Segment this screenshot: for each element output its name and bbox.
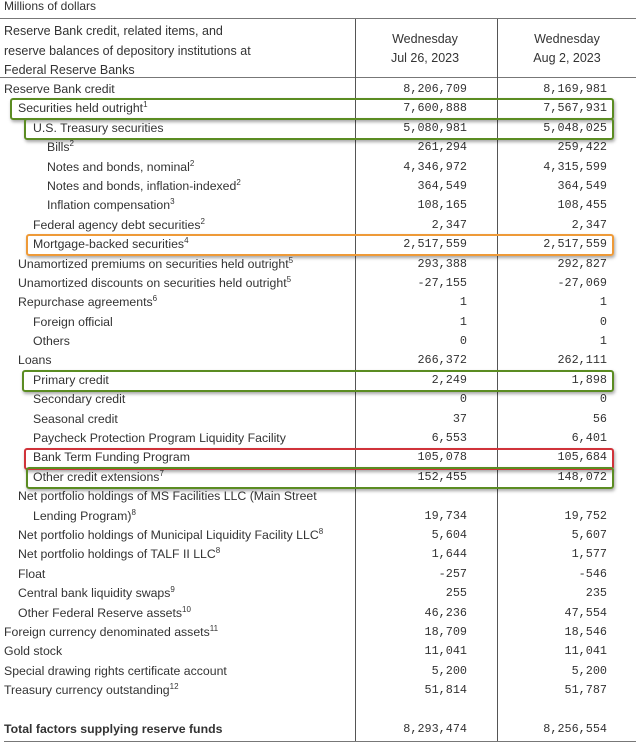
row-label bbox=[33, 235, 189, 254]
footnote-ref: 8 bbox=[215, 546, 221, 556]
row-label bbox=[18, 526, 323, 545]
row-label-text: Secondary credit bbox=[33, 392, 126, 407]
value-jul-26: 5,080,981 bbox=[403, 120, 467, 135]
row-label-text: Unamortized discounts on securities held outright bbox=[18, 275, 287, 290]
row-label-text: Float bbox=[18, 566, 46, 581]
row-label-text: Inflation compensation bbox=[47, 198, 171, 213]
row-label bbox=[18, 274, 291, 293]
row-label bbox=[33, 119, 164, 138]
table-row bbox=[0, 429, 640, 448]
row-label-text: Bills bbox=[47, 140, 70, 155]
row-label bbox=[18, 487, 317, 506]
row-label bbox=[18, 604, 191, 623]
value-aug-2: 259,422 bbox=[557, 140, 607, 155]
value-jul-26: 2,249 bbox=[431, 372, 467, 387]
value-aug-2: 1 bbox=[599, 334, 607, 349]
units-label: Millions of dollars bbox=[4, 0, 97, 13]
row-label bbox=[47, 158, 194, 177]
footnote-ref: 2 bbox=[200, 216, 205, 226]
column-header-day: Wednesday bbox=[534, 32, 600, 46]
value-aug-2: 7,567,931 bbox=[543, 101, 607, 116]
table-row bbox=[0, 177, 640, 196]
value-aug-2: 1 bbox=[599, 295, 607, 310]
table-row bbox=[0, 255, 640, 274]
row-label-text: Net portfolio holdings of Municipal Liquidity Facility LLC bbox=[18, 527, 319, 542]
table-row bbox=[0, 545, 640, 564]
value-jul-26: 266,372 bbox=[417, 353, 467, 368]
value-jul-26: 2,347 bbox=[431, 217, 467, 232]
value-jul-26: 11,041 bbox=[424, 644, 467, 659]
row-label-text: Net portfolio holdings of TALF II LLC bbox=[18, 547, 216, 562]
row-label bbox=[33, 313, 113, 332]
value-jul-26: 1 bbox=[459, 295, 467, 310]
row-label bbox=[18, 545, 220, 564]
row-label-text: Other credit extensions bbox=[33, 469, 160, 484]
row-label bbox=[33, 507, 136, 526]
value-aug-2: 2,517,559 bbox=[543, 237, 607, 252]
value-jul-26: 293,388 bbox=[417, 256, 467, 271]
value-jul-26: 0 bbox=[459, 334, 467, 349]
row-label-text: Gold stock bbox=[4, 644, 63, 659]
row-label-text: Repurchase agreements bbox=[18, 295, 153, 310]
row-label-text: Foreign official bbox=[33, 314, 113, 329]
value-aug-2: 47,554 bbox=[564, 605, 607, 620]
row-label bbox=[4, 623, 218, 642]
value-aug-2: 19,752 bbox=[564, 508, 607, 523]
table-row bbox=[0, 351, 640, 370]
table-row bbox=[0, 701, 640, 720]
table-body bbox=[0, 80, 640, 739]
value-aug-2: 5,607 bbox=[571, 527, 607, 542]
table-row bbox=[0, 235, 640, 254]
table-row bbox=[0, 80, 640, 99]
value-jul-26: 6,553 bbox=[431, 431, 467, 446]
row-label bbox=[33, 448, 190, 467]
table-row bbox=[0, 487, 640, 506]
header-label bbox=[4, 22, 344, 81]
row-label-text: Loans bbox=[18, 353, 52, 368]
row-label-text: U.S. Treasury securities bbox=[33, 120, 164, 135]
row-label-text: Securities held outright bbox=[18, 101, 144, 116]
table-row bbox=[0, 448, 640, 467]
value-aug-2: 2,347 bbox=[571, 217, 607, 232]
row-label bbox=[47, 138, 74, 157]
footnote-ref: 1 bbox=[143, 100, 148, 110]
row-label-text: Mortgage-backed securities bbox=[33, 237, 185, 252]
value-aug-2: 292,827 bbox=[557, 256, 607, 271]
footnote-ref: 3 bbox=[170, 197, 175, 207]
row-label bbox=[18, 565, 45, 584]
row-label bbox=[18, 255, 293, 274]
row-label bbox=[33, 410, 118, 429]
table-row bbox=[0, 390, 640, 409]
column-header-jul-26 bbox=[355, 30, 495, 68]
footnote-ref: 5 bbox=[288, 255, 294, 265]
value-jul-26: 8,293,474 bbox=[403, 721, 467, 736]
table-row bbox=[0, 216, 640, 235]
value-jul-26: -27,155 bbox=[417, 275, 467, 290]
table-row bbox=[0, 565, 640, 584]
footnote-ref: 7 bbox=[159, 468, 164, 478]
value-jul-26: 7,600,888 bbox=[403, 101, 467, 116]
row-label-text: Reserve Bank credit bbox=[4, 82, 115, 96]
value-aug-2: 235 bbox=[585, 586, 607, 601]
row-label bbox=[18, 351, 52, 370]
header-label-line: reserve balances of depository institutions at bbox=[4, 43, 251, 58]
table-row bbox=[0, 410, 640, 429]
value-aug-2: 8,169,981 bbox=[543, 82, 607, 96]
column-header-date: Aug 2, 2023 bbox=[533, 51, 601, 65]
row-label-text: Other Federal Reserve assets bbox=[18, 605, 183, 620]
value-aug-2: 6,401 bbox=[571, 431, 607, 446]
table-row bbox=[0, 468, 640, 487]
row-label bbox=[4, 80, 115, 99]
table-row bbox=[0, 99, 640, 118]
footnote-ref: 10 bbox=[182, 604, 191, 614]
table-row bbox=[0, 507, 640, 526]
table-row bbox=[0, 662, 640, 681]
value-jul-26: 5,604 bbox=[431, 527, 467, 542]
row-label bbox=[33, 468, 164, 487]
header-label-line: Reserve Bank credit, related items, and bbox=[4, 24, 223, 38]
row-label bbox=[33, 429, 286, 448]
footnote-ref: 5 bbox=[286, 274, 292, 284]
value-jul-26: 2,517,559 bbox=[403, 237, 467, 252]
value-aug-2: 1,577 bbox=[571, 547, 607, 562]
value-aug-2: 18,546 bbox=[564, 624, 607, 639]
value-aug-2: 0 bbox=[599, 314, 607, 329]
row-label bbox=[47, 196, 175, 215]
value-aug-2: 5,048,025 bbox=[543, 120, 607, 135]
row-label-text: Total factors supplying reserve funds bbox=[4, 721, 223, 736]
row-label-text: Notes and bonds, inflation-indexed bbox=[47, 178, 237, 193]
value-aug-2: 11,041 bbox=[564, 644, 607, 659]
footnote-ref: 2 bbox=[189, 158, 195, 168]
row-label bbox=[33, 371, 109, 390]
row-label bbox=[4, 642, 62, 661]
row-label-text: Unamortized premiums on securities held outright bbox=[18, 256, 289, 271]
row-label bbox=[33, 332, 70, 351]
table-row bbox=[0, 642, 640, 661]
value-jul-26: 37 bbox=[452, 411, 467, 426]
row-label bbox=[18, 293, 157, 312]
table-row bbox=[0, 158, 640, 177]
footnote-ref: 2 bbox=[69, 139, 74, 149]
row-label-text: Net portfolio holdings of MS Facilities LLC (Main Street bbox=[18, 489, 317, 504]
row-label bbox=[33, 390, 125, 409]
row-label bbox=[4, 681, 179, 700]
table-row bbox=[0, 526, 640, 545]
value-aug-2: 4,315,599 bbox=[543, 159, 607, 174]
footnote-ref: 2 bbox=[236, 177, 241, 187]
value-aug-2: 8,256,554 bbox=[543, 721, 607, 736]
row-label bbox=[47, 177, 241, 196]
row-label-text: Lending Program) bbox=[33, 508, 132, 523]
value-jul-26: 255 bbox=[445, 586, 467, 601]
table-row bbox=[0, 332, 640, 351]
value-jul-26: 0 bbox=[459, 392, 467, 407]
table-row bbox=[0, 313, 640, 332]
value-aug-2: 262,111 bbox=[557, 353, 607, 368]
footnote-ref: 9 bbox=[170, 585, 175, 595]
row-label-text: Special drawing rights certificate account bbox=[4, 663, 227, 678]
row-label-text: Primary credit bbox=[33, 372, 109, 387]
column-header-aug-2 bbox=[497, 30, 637, 68]
table-row bbox=[0, 681, 640, 700]
table-row bbox=[0, 371, 640, 390]
column-header-day: Wednesday bbox=[392, 32, 458, 46]
value-jul-26: 364,549 bbox=[417, 178, 467, 193]
table-row bbox=[0, 138, 640, 157]
value-aug-2: 51,787 bbox=[564, 683, 607, 698]
footnote-ref: 8 bbox=[131, 507, 136, 517]
table-row bbox=[0, 293, 640, 312]
row-label-text: Notes and bonds, nominal bbox=[47, 159, 190, 174]
value-jul-26: 152,455 bbox=[417, 469, 467, 484]
value-jul-26: 8,206,709 bbox=[403, 82, 467, 96]
column-header-date: Jul 26, 2023 bbox=[390, 51, 460, 65]
divider bbox=[0, 18, 636, 19]
row-label bbox=[4, 720, 222, 739]
row-label-text: Central bank liquidity swaps bbox=[18, 586, 171, 601]
row-label-text: Treasury currency outstanding bbox=[4, 683, 170, 698]
table-row bbox=[0, 623, 640, 642]
value-jul-26: 19,734 bbox=[424, 508, 467, 523]
footnote-ref: 4 bbox=[184, 236, 189, 246]
value-jul-26: -257 bbox=[438, 566, 467, 581]
value-aug-2: 1,898 bbox=[571, 372, 607, 387]
row-label bbox=[18, 99, 148, 118]
table-row bbox=[0, 119, 640, 138]
value-aug-2: 56 bbox=[592, 411, 607, 426]
table-row bbox=[0, 196, 640, 215]
footnote-ref: 12 bbox=[169, 682, 179, 692]
value-aug-2: -27,069 bbox=[557, 275, 607, 290]
value-jul-26: 1,644 bbox=[431, 547, 467, 562]
value-aug-2: 364,549 bbox=[557, 178, 607, 193]
footnote-ref: 6 bbox=[152, 294, 158, 304]
row-label-text: Foreign currency denominated assets bbox=[4, 624, 210, 639]
value-jul-26: 46,236 bbox=[424, 605, 467, 620]
table-row bbox=[0, 584, 640, 603]
row-label-text: Bank Term Funding Program bbox=[33, 450, 190, 465]
row-label bbox=[18, 584, 175, 603]
value-jul-26: 4,346,972 bbox=[403, 159, 467, 174]
value-jul-26: 51,814 bbox=[424, 683, 467, 698]
value-aug-2: 0 bbox=[599, 392, 607, 407]
value-jul-26: 105,078 bbox=[417, 450, 467, 465]
value-aug-2: 148,072 bbox=[557, 469, 607, 484]
row-label bbox=[4, 662, 227, 681]
value-aug-2: 105,684 bbox=[557, 450, 607, 465]
divider bbox=[4, 741, 636, 742]
row-label-text: Seasonal credit bbox=[33, 411, 118, 426]
value-jul-26: 5,200 bbox=[431, 663, 467, 678]
footnote-ref: 11 bbox=[209, 623, 219, 633]
table-row bbox=[0, 720, 640, 739]
value-aug-2: -546 bbox=[578, 566, 607, 581]
value-jul-26: 108,165 bbox=[417, 198, 467, 213]
row-label-text: Paycheck Protection Program Liquidity Facility bbox=[33, 431, 286, 446]
value-jul-26: 18,709 bbox=[424, 624, 467, 639]
table-row bbox=[0, 604, 640, 623]
divider bbox=[0, 77, 636, 78]
value-aug-2: 108,455 bbox=[557, 198, 607, 213]
row-label-text: Others bbox=[33, 334, 70, 349]
value-jul-26: 261,294 bbox=[417, 140, 467, 155]
value-aug-2: 5,200 bbox=[571, 663, 607, 678]
value-jul-26: 1 bbox=[459, 314, 467, 329]
row-label-text: Federal agency debt securities bbox=[33, 217, 201, 232]
table-row bbox=[0, 274, 640, 293]
header-label-line: Federal Reserve Banks bbox=[4, 63, 135, 77]
row-label bbox=[33, 216, 205, 235]
footnote-ref: 8 bbox=[318, 526, 324, 536]
